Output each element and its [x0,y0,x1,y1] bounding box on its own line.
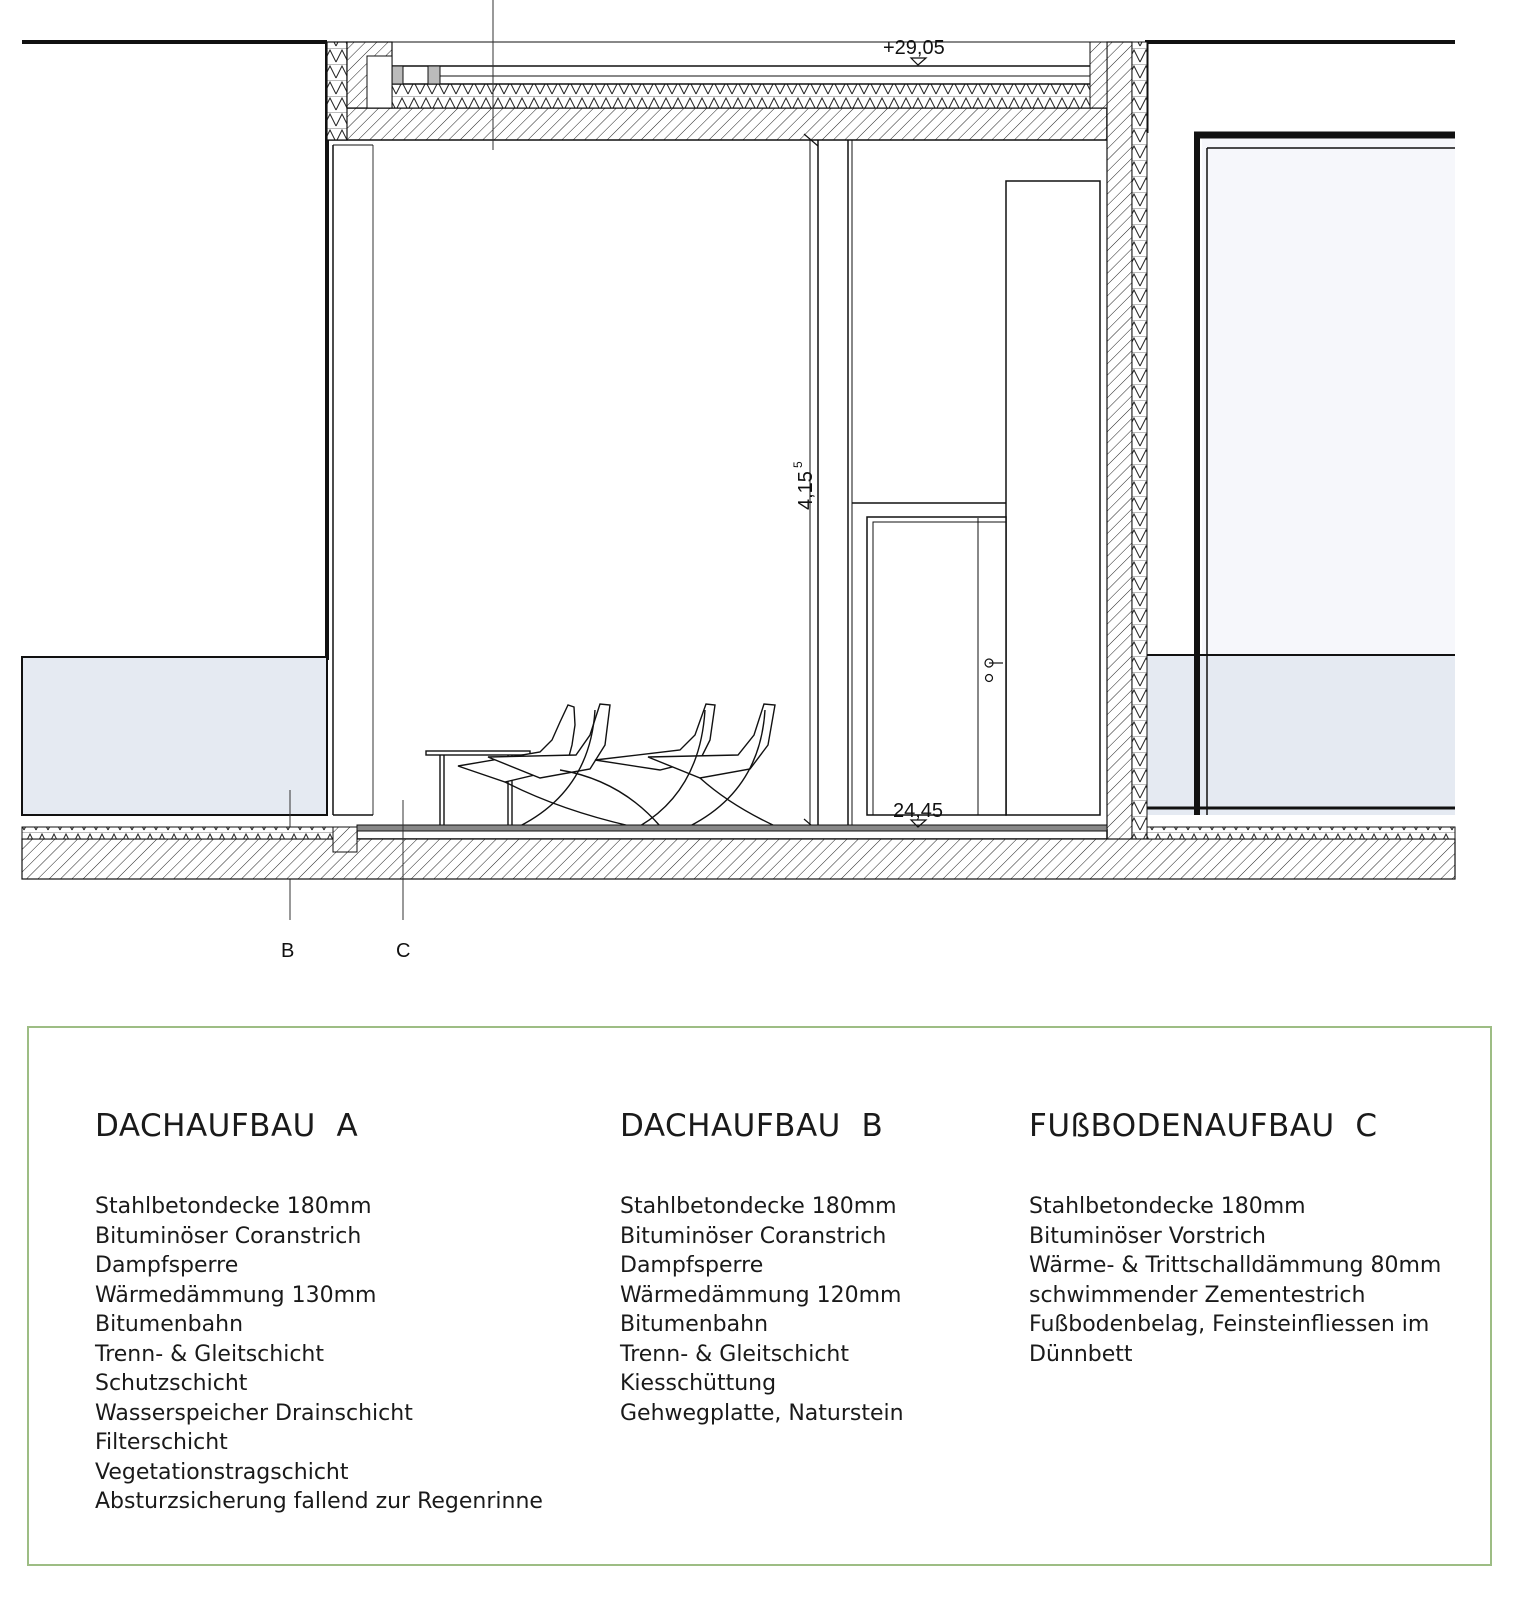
list-item: Wärmedämmung 130mm [95,1282,377,1308]
legend-list [1029,1192,1449,1369]
list-item: Bituminöser Vorstrich [1029,1223,1266,1249]
door [867,517,1006,815]
legend-list [95,1192,575,1517]
list-item: Stahlbetondecke 180mm [620,1194,897,1219]
list-item: Stahlbetondecke 180mm [95,1194,372,1219]
lounge-chairs [426,704,775,826]
list-item: Wasserspeicher Drainschicht [95,1400,413,1426]
list-item: Filterschicht [95,1430,228,1455]
roof-insulation [370,84,1107,108]
list-item: schwimmender Zementestrich [1029,1282,1366,1308]
list-item: Schutzschicht [95,1371,248,1396]
elevation-top-label: +29,05 [883,37,945,59]
right-wall [1107,42,1132,862]
legend-title: DACHAUFBAU A [95,1108,359,1144]
legend-panel [27,1026,1492,1566]
list-item: Bituminöser Coranstrich [95,1223,362,1249]
list-item: Trenn- & Gleitschicht [620,1341,849,1367]
roof-slab [327,108,1107,140]
list-item: Dampfsperre [95,1253,239,1278]
height-dimension: 4,15 [795,471,817,510]
legend-column-fussbodenaufbau-c [1029,1108,1449,1369]
legend-list [620,1192,1000,1428]
list-item: Gehwegplatte, Naturstein [620,1400,904,1426]
legend-column-dachaufbau-a [95,1108,575,1517]
list-item: Vegetationstragschicht [95,1459,349,1485]
roof-gravel [385,66,1097,84]
legend-title: DACHAUFBAU B [620,1108,884,1144]
legend-column-dachaufbau-b [620,1108,1000,1428]
list-item: Stahlbetondecke 180mm [1029,1194,1306,1219]
list-item: Wärmedämmung 120mm [620,1282,902,1308]
list-item: Bitumenbahn [95,1312,244,1337]
legend-title: FUßBODENAUFBAU C [1029,1108,1378,1144]
marker-c: C [396,940,411,962]
list-item: Bituminöser Coranstrich [620,1223,887,1249]
list-item: Kiesschüttung [620,1371,777,1396]
marker-b: B [281,940,295,962]
list-item: Dampfsperre [620,1253,764,1278]
list-item: Bitumenbahn [620,1312,769,1337]
list-item: Absturzsicherung fallend zur Regenrinne [95,1489,543,1514]
tall-cabinet [1006,181,1100,815]
floor-slab [22,839,1455,879]
left-glass-parapet [22,657,327,815]
height-dimension-sup: 5 [791,461,805,468]
list-item: Fußbodenbelag, Feinsteinfliessen im Dünnbett [1029,1312,1430,1367]
list-item: Wärme- & Trittschalldämmung 80mm [1029,1253,1442,1278]
list-item: Trenn- & Gleitschicht [95,1341,324,1367]
elevation-floor-label: 24,45 [893,800,944,822]
